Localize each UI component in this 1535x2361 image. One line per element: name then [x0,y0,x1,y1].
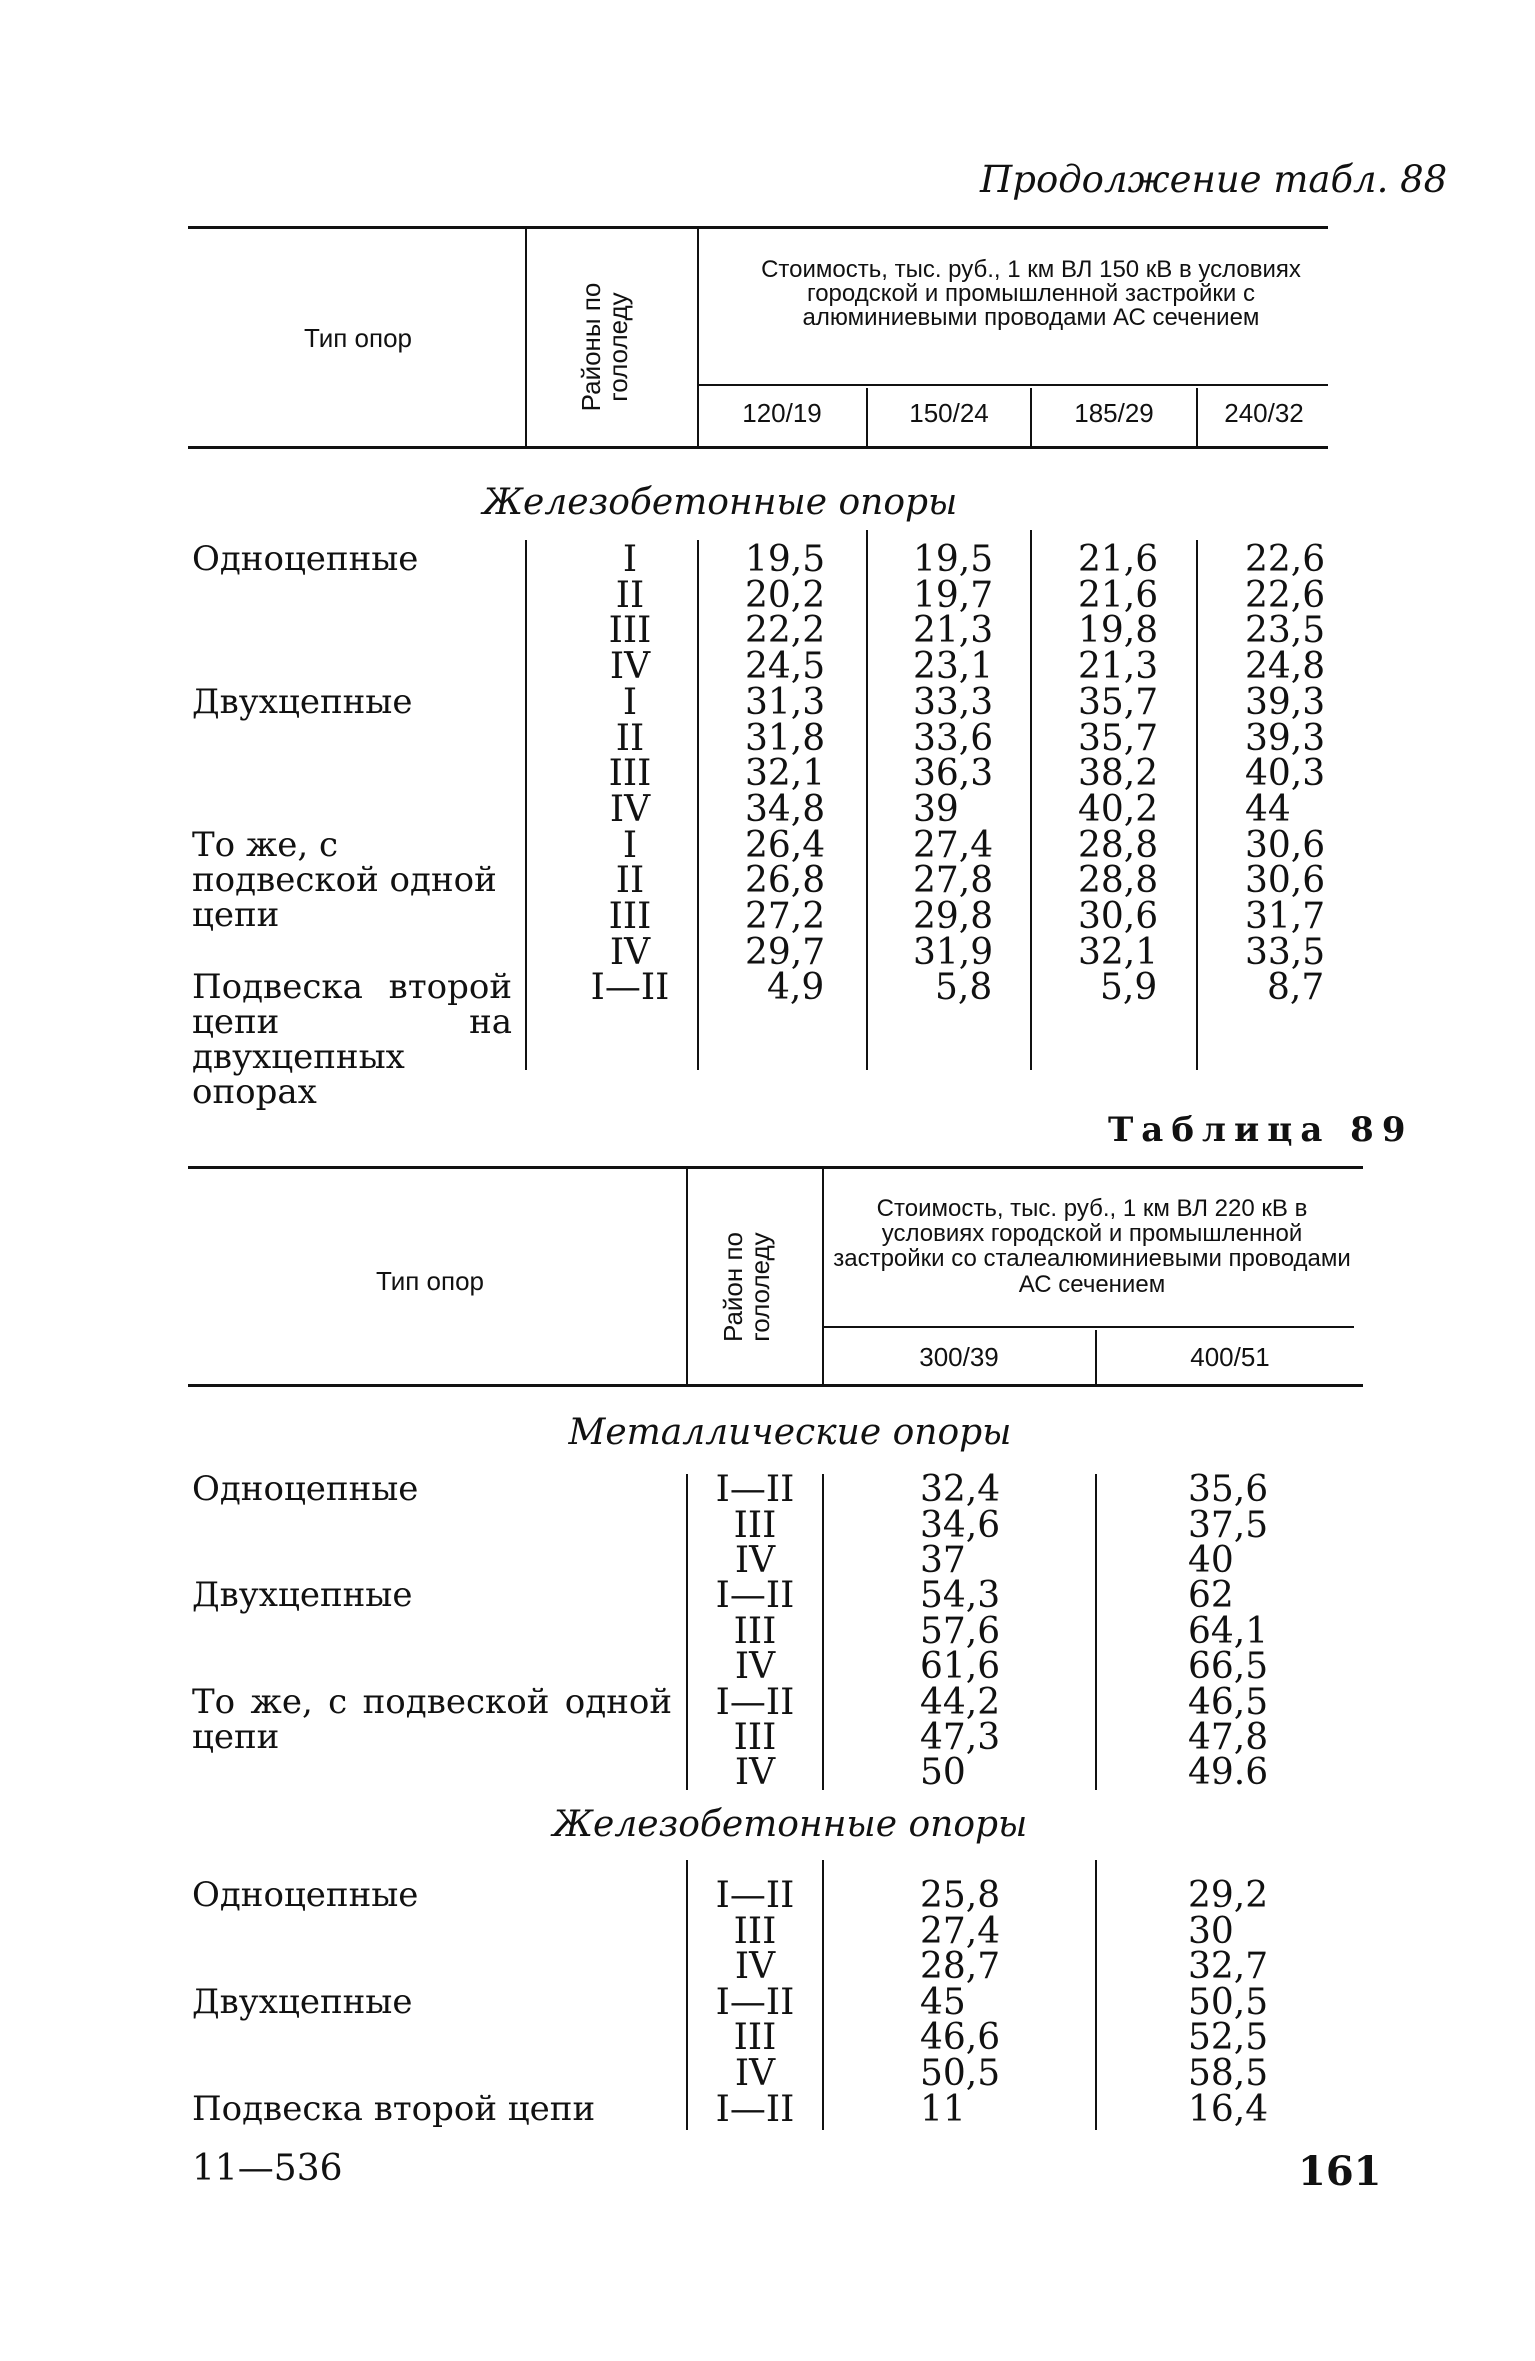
value-cell: 32,1 [1078,932,1159,973]
value-cell: 52,5 [1188,2017,1269,2058]
table-caption: Продолжение табл. 88 [980,158,1448,201]
body-divider [866,530,868,1070]
body-divider [1095,1474,1097,1790]
column-header-district: Район по гололеду [718,1231,776,1343]
value-cell: 24,5 [745,646,826,687]
district-cell: I—II [715,2089,795,2130]
district-cell: I—II [590,967,670,1008]
value-cell: 28,8 [1078,825,1159,866]
value-cell: 37 [920,1540,966,1581]
value-cell: 33,6 [913,718,994,759]
value-cell: 11 [920,2089,966,2130]
header-divider [686,1166,688,1384]
district-cell: III [733,1505,777,1546]
value-cell: 28,7 [920,1946,1001,1987]
row-label: То же, с подвеской одной цепи [192,825,497,935]
header-divider [1095,1330,1097,1384]
body-divider [1030,530,1032,1070]
row-label: То же, с подвеской одной цепи [192,1682,672,1757]
section-title: Железобетонные опоры [482,482,958,523]
district-cell: IV [734,1646,776,1687]
value-cell: 50 [920,1752,966,1793]
value-cell: 45 [920,1982,966,2023]
value-cell: 26,8 [745,860,826,901]
value-cell: 4,9 [767,967,825,1008]
district-cell: IV [734,1752,776,1793]
value-cell: 50,5 [1188,1982,1269,2023]
value-cell: 30 [1188,1911,1234,1952]
section-header: 120/19 [742,398,822,428]
value-cell: 64,1 [1188,1611,1269,1652]
district-cell: I—II [715,1575,795,1616]
section-header: 400/51 [1190,1342,1270,1372]
value-cell: 58,5 [1188,2053,1269,2094]
value-cell: 47,8 [1188,1717,1269,1758]
value-cell: 20,2 [745,575,826,616]
value-cell: 25,8 [920,1875,1001,1916]
value-cell: 31,8 [745,718,826,759]
district-cell: I—II [715,1682,795,1723]
value-cell: 39 [913,789,959,830]
district-cell: II [615,860,645,901]
value-cell: 66,5 [1188,1646,1269,1687]
district-cell: I—II [715,1982,795,2023]
section-header: 150/24 [909,398,989,428]
value-cell: 62 [1188,1575,1234,1616]
body-divider [1095,1860,1097,2130]
section-header: 240/32 [1224,398,1304,428]
district-cell: I—II [715,1875,795,1916]
row-label: Двухцепные [192,1982,413,2022]
section-header: 300/39 [919,1342,999,1372]
value-cell: 49.6 [1188,1752,1269,1793]
row-label: Одноцепные [192,539,419,579]
section-header: 185/29 [1074,398,1154,428]
value-cell: 38,2 [1078,753,1159,794]
header-bottom-rule [188,1384,1363,1387]
value-cell: 37,5 [1188,1505,1269,1546]
value-cell: 50,5 [920,2053,1001,2094]
value-cell: 29,7 [745,932,826,973]
district-cell: IV [609,932,651,973]
value-cell: 34,8 [745,789,826,830]
district-cell: IV [609,646,651,687]
row-label: Двухцепные [192,682,413,722]
header-bottom-rule [188,446,1328,449]
header-divider [525,226,527,448]
value-cell: 5,8 [935,967,993,1008]
value-cell: 21,6 [1078,539,1159,580]
column-header-district: Районы по гололеду [576,282,634,412]
value-cell: 35,6 [1188,1469,1269,1510]
header-divider [697,226,699,448]
value-cell: 39,3 [1245,718,1326,759]
value-cell: 27,2 [745,896,826,937]
value-cell: 32,4 [920,1469,1001,1510]
value-cell: 31,3 [745,682,826,723]
header-inner-rule [824,1326,1354,1328]
district-cell: III [608,896,652,937]
header-divider [822,1166,824,1384]
header-divider [1030,388,1032,446]
value-cell: 30,6 [1078,896,1159,937]
value-cell: 8,7 [1267,967,1325,1008]
section-title: Железобетонные опоры [552,1804,1028,1845]
value-cell: 35,7 [1078,718,1159,759]
value-cell: 35,7 [1078,682,1159,723]
district-cell: III [733,2017,777,2058]
district-cell: II [615,575,645,616]
body-divider [525,540,527,1070]
body-divider [686,1860,688,2130]
value-cell: 29,2 [1188,1875,1269,1916]
value-cell: 32,1 [745,753,826,794]
value-cell: 40,3 [1245,753,1326,794]
printer-signature: 11—536 [192,2148,343,2189]
value-cell: 21,3 [913,610,994,651]
row-label: Одноцепные [192,1469,419,1509]
value-cell: 22,6 [1245,539,1326,580]
district-cell: III [733,1911,777,1952]
value-cell: 26,4 [745,825,826,866]
column-header-cost: Стоимость, тыс. руб., 1 км ВЛ 150 кВ в условиях городской и промышленной застройки с алюминиевыми проводами АС сечением [761,256,1301,331]
district-cell: IV [734,2053,776,2094]
value-cell: 57,6 [920,1611,1001,1652]
district-cell: II [615,718,645,759]
district-cell: I [622,825,638,866]
value-cell: 47,3 [920,1717,1001,1758]
value-cell: 44 [1245,789,1291,830]
row-label: Двухцепные [192,1575,413,1615]
column-header-type: Тип опор [375,1266,485,1296]
header-divider [866,388,868,446]
district-cell: IV [609,789,651,830]
section-title: Металлические опоры [568,1412,1012,1453]
header-divider [1196,388,1198,446]
value-cell: 23,1 [913,646,994,687]
table-top-rule [188,226,1328,229]
district-cell: III [733,1717,777,1758]
body-divider [822,1860,824,2130]
value-cell: 54,3 [920,1575,1001,1616]
value-cell: 23,5 [1245,610,1326,651]
value-cell: 5,9 [1100,967,1158,1008]
value-cell: 46,5 [1188,1682,1269,1723]
value-cell: 22,2 [745,610,826,651]
value-cell: 30,6 [1245,860,1326,901]
value-cell: 19,8 [1078,610,1159,651]
district-cell: III [608,753,652,794]
value-cell: 24,8 [1245,646,1326,687]
row-label: Подвеска второй цепи [192,2089,596,2129]
district-cell: I [622,682,638,723]
value-cell: 19,7 [913,575,994,616]
value-cell: 40 [1188,1540,1234,1581]
table-top-rule [188,1166,1363,1169]
value-cell: 31,9 [913,932,994,973]
value-cell: 33,5 [1245,932,1326,973]
body-divider [822,1474,824,1790]
value-cell: 44,2 [920,1682,1001,1723]
value-cell: 27,4 [920,1911,1001,1952]
body-divider [686,1474,688,1790]
value-cell: 33,3 [913,682,994,723]
value-cell: 27,4 [913,825,994,866]
value-cell: 21,6 [1078,575,1159,616]
district-cell: I—II [715,1469,795,1510]
district-cell: III [733,1611,777,1652]
column-header-type: Тип опор [303,323,413,353]
value-cell: 36,3 [913,753,994,794]
district-cell: I [622,539,638,580]
district-cell: IV [734,1540,776,1581]
value-cell: 29,8 [913,896,994,937]
header-inner-rule [699,384,1328,386]
value-cell: 40,2 [1078,789,1159,830]
district-cell: IV [734,1946,776,1987]
body-divider [1196,540,1198,1070]
value-cell: 27,8 [913,860,994,901]
district-cell: III [608,610,652,651]
value-cell: 32,7 [1188,1946,1269,1987]
table-title: Таблица 89 [1108,1110,1414,1150]
value-cell: 34,6 [920,1505,1001,1546]
value-cell: 39,3 [1245,682,1326,723]
value-cell: 30,6 [1245,825,1326,866]
value-cell: 28,8 [1078,860,1159,901]
column-header-cost: Стоимость, тыс. руб., 1 км ВЛ 220 кВ в условиях городской и промышленной застройки со сталеалюминиевыми проводами АС сечением [833,1195,1351,1298]
value-cell: 61,6 [920,1646,1001,1687]
value-cell: 16,4 [1188,2089,1269,2130]
value-cell: 22,6 [1245,575,1326,616]
value-cell: 21,3 [1078,646,1159,687]
page-number: 161 [1298,2148,1382,2195]
value-cell: 19,5 [745,539,826,580]
value-cell: 19,5 [913,539,994,580]
value-cell: 31,7 [1245,896,1326,937]
row-label: Одноцепные [192,1875,419,1915]
row-label: Подвеска второй цепи на двухцепных опорах [192,967,512,1112]
value-cell: 46,6 [920,2017,1001,2058]
